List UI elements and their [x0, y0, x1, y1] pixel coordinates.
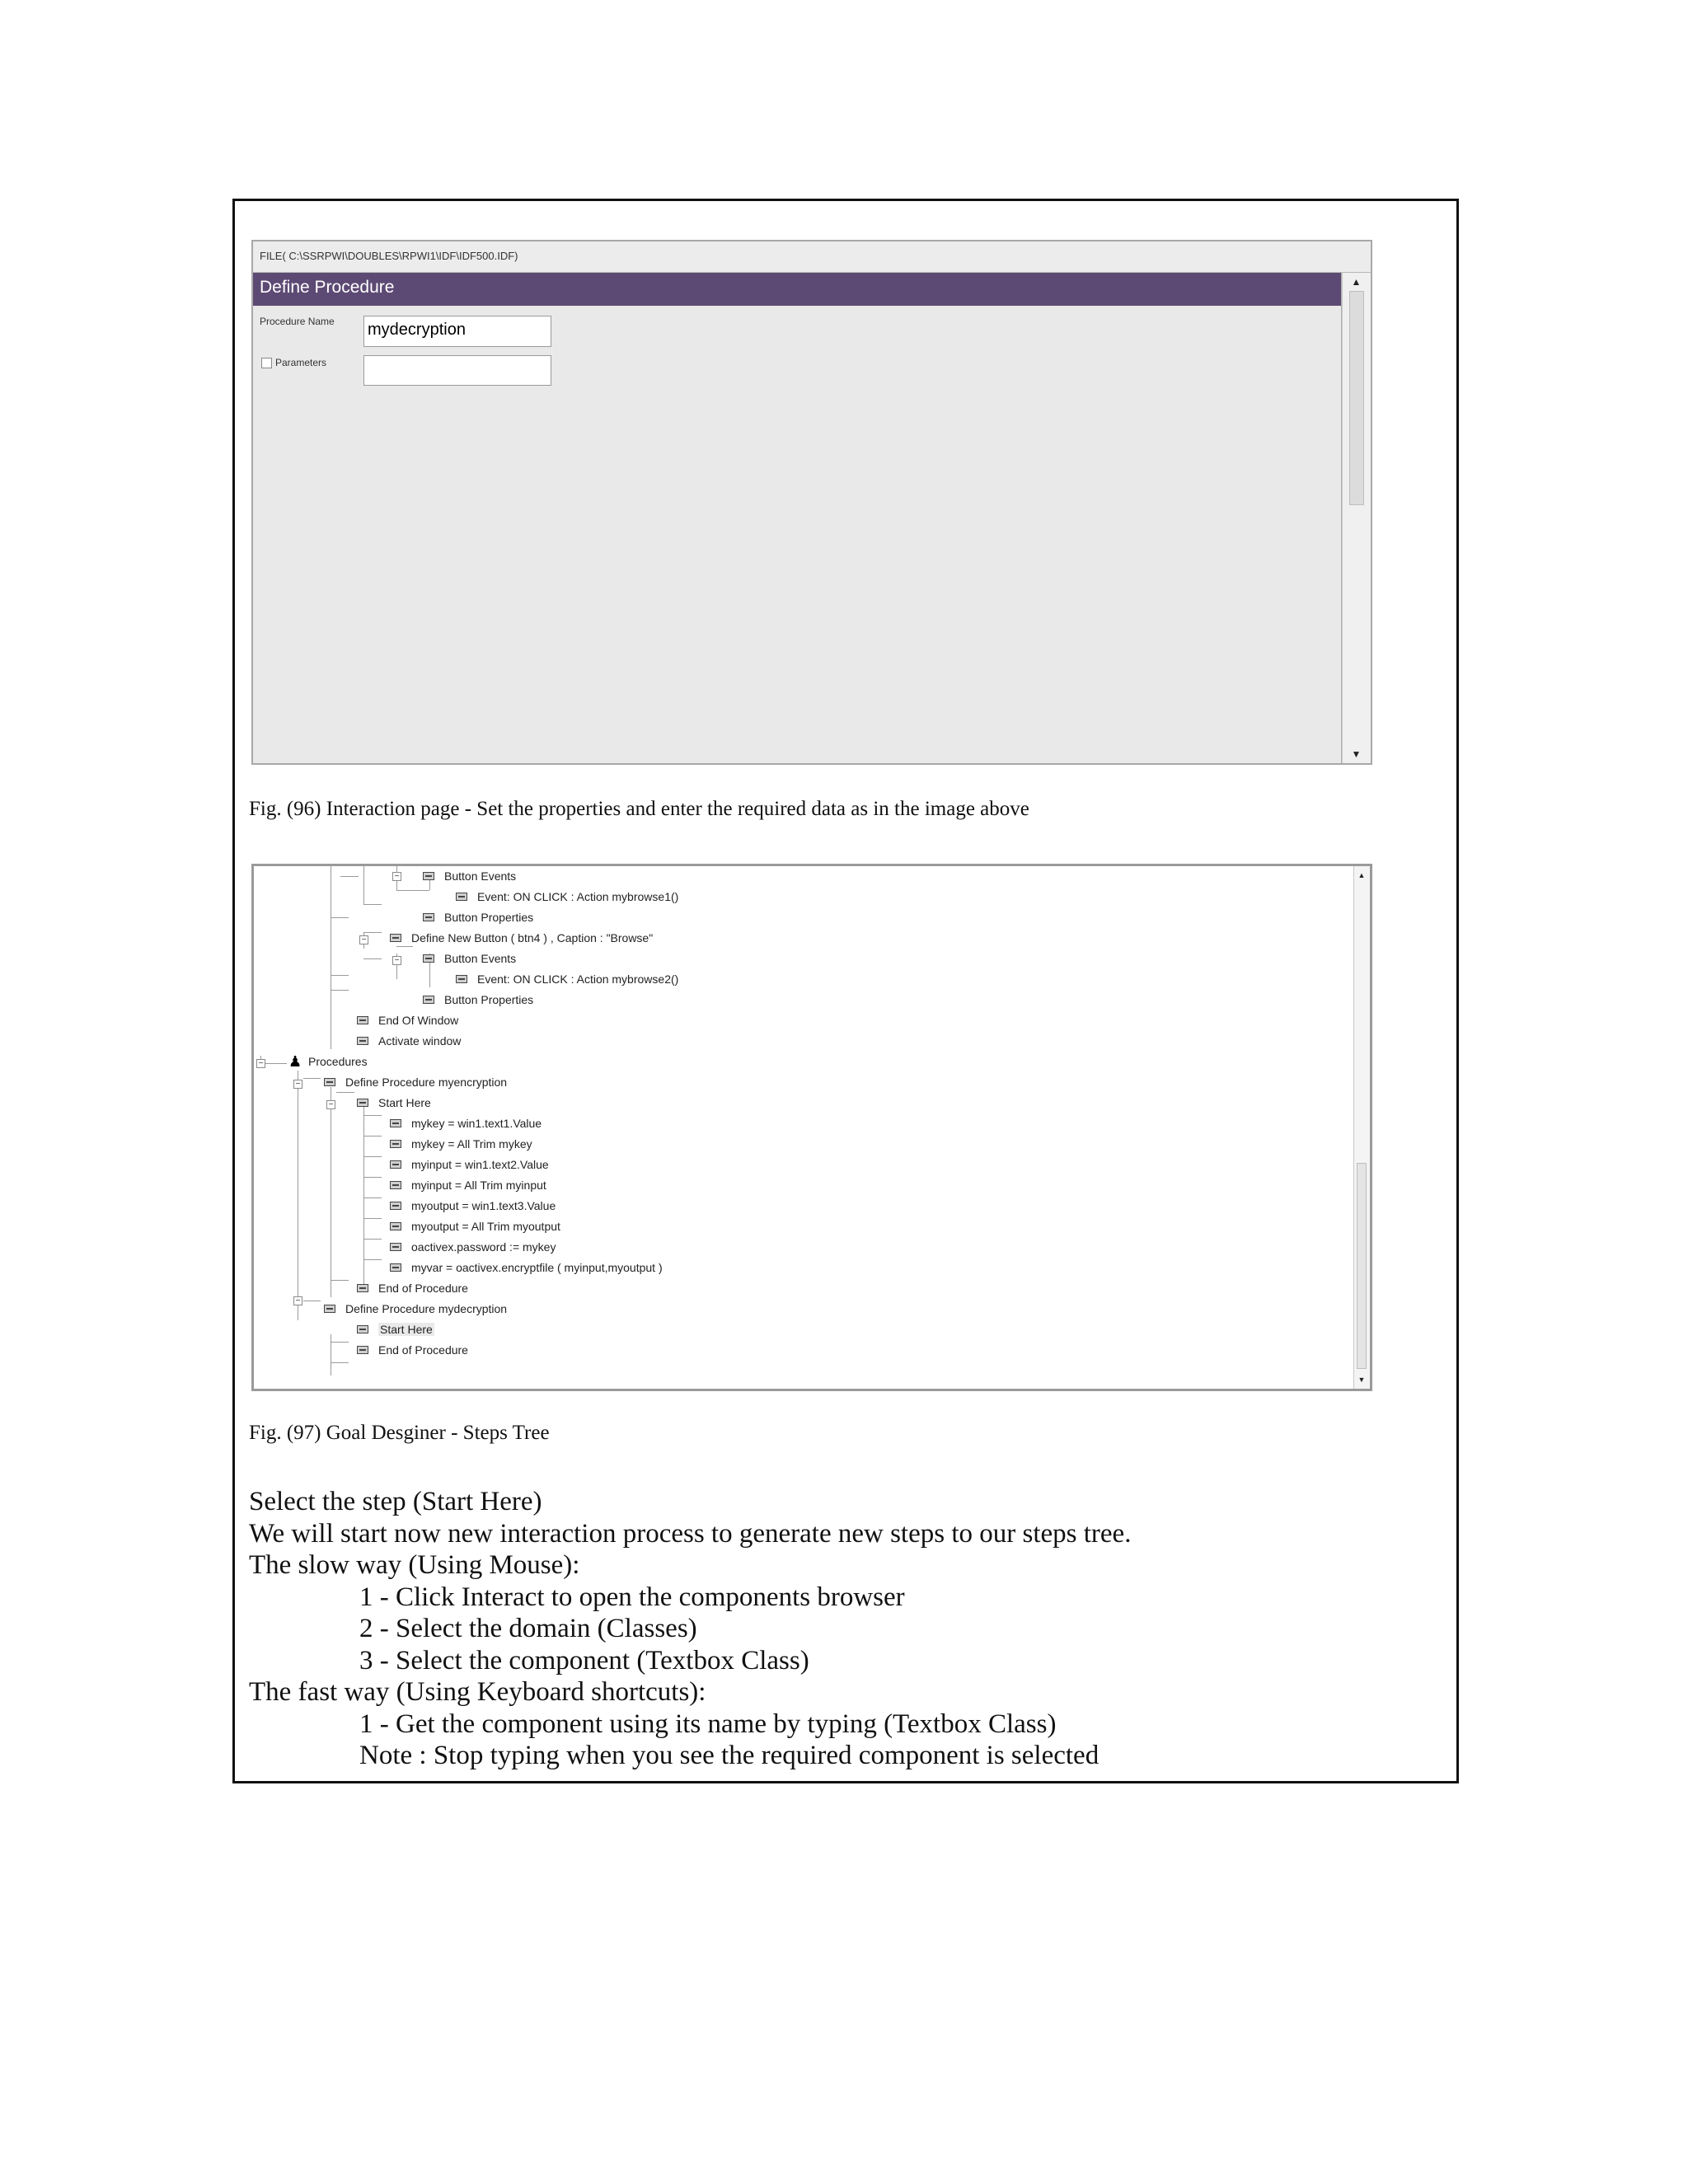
procedure-name-input[interactable]: mydecryption [363, 316, 551, 347]
scroll-down-icon[interactable]: ▼ [1351, 748, 1362, 760]
tree-node[interactable]: myoutput = All Trim myoutput [390, 1218, 560, 1235]
step-icon [390, 934, 401, 942]
tree-node[interactable]: Define New Button ( btn4 ) , Caption : "Browse" [390, 930, 653, 946]
step-icon [423, 913, 434, 921]
collapse-toggle-icon[interactable]: − [326, 1100, 335, 1109]
figure-96-caption: Fig. (96) Interaction page - Set the properties and enter the required data as in the image above [249, 798, 1029, 820]
step-icon [390, 1181, 401, 1189]
tree-node[interactable]: myinput = All Trim myinput [390, 1177, 546, 1193]
define-procedure-window [251, 240, 1372, 765]
tree-node[interactable]: Event: ON CLICK : Action mybrowse1() [456, 888, 678, 905]
tree-node[interactable]: Activate window [357, 1033, 461, 1049]
parameters-input[interactable] [363, 355, 551, 386]
tree-node[interactable]: Button Events [423, 868, 516, 884]
tree-node[interactable]: End of Procedure [357, 1280, 468, 1296]
define-procedure-panel [253, 273, 1342, 763]
instruction-step: 1 - Click Interact to open the components browser [359, 1582, 905, 1612]
step-icon [390, 1222, 401, 1230]
step-icon [423, 996, 434, 1004]
instruction-line: We will start now new interaction process to generate new steps to our steps tree. [249, 1518, 1132, 1549]
collapse-toggle-icon[interactable]: − [293, 1080, 302, 1089]
file-path-bar: FILE( C:\SSRPWI\DOUBLES\RPWI1\IDF\IDF500.IDF) [253, 241, 1371, 273]
step-icon [324, 1305, 335, 1313]
step-icon [357, 1346, 368, 1354]
tree-node[interactable]: oactivex.password := mykey [390, 1239, 556, 1255]
tree-node[interactable]: Event: ON CLICK : Action mybrowse2() [456, 971, 678, 987]
step-icon [390, 1119, 401, 1127]
step-icon [357, 1284, 368, 1292]
step-icon [456, 893, 467, 901]
step-icon [357, 1037, 368, 1045]
procedure-name-label: Procedure Name [260, 316, 335, 327]
tree-node[interactable]: myinput = win1.text2.Value [390, 1156, 549, 1173]
instruction-line: The slow way (Using Mouse): [249, 1550, 580, 1580]
tree-node[interactable]: Define Procedure myencryption [324, 1074, 507, 1090]
panel-title: Define Procedure [253, 273, 1341, 306]
tree-node[interactable]: Button Properties [423, 991, 533, 1008]
step-icon [456, 975, 467, 983]
instruction-line: The fast way (Using Keyboard shortcuts): [249, 1677, 706, 1707]
tree-node[interactable]: mykey = win1.text1.Value [390, 1115, 542, 1132]
scroll-down-icon[interactable]: ▼ [1357, 1376, 1366, 1384]
instruction-step: 3 - Select the component (Textbox Class) [359, 1645, 809, 1675]
collapse-toggle-icon[interactable]: − [359, 935, 368, 944]
vertical-scrollbar[interactable] [1342, 273, 1371, 763]
step-icon [390, 1243, 401, 1251]
step-icon [423, 954, 434, 963]
instruction-step: 2 - Select the domain (Classes) [359, 1614, 697, 1643]
step-icon [390, 1160, 401, 1169]
scroll-up-icon[interactable]: ▲ [1351, 276, 1362, 288]
instructions-text [249, 1486, 1436, 1772]
step-icon [390, 1263, 401, 1272]
collapse-toggle-icon[interactable]: − [256, 1059, 265, 1068]
instruction-line: Select the step (Start Here) [249, 1487, 542, 1516]
scroll-thumb[interactable] [1349, 291, 1364, 505]
tree-node-procedures[interactable]: ♟ Procedures [288, 1053, 368, 1070]
tree-node[interactable]: Button Properties [423, 909, 533, 926]
step-icon [357, 1325, 368, 1333]
step-icon [423, 872, 434, 880]
step-icon [357, 1016, 368, 1024]
vertical-scrollbar[interactable] [1353, 866, 1370, 1389]
steps-tree-window [251, 864, 1372, 1391]
step-icon [390, 1202, 401, 1210]
tree-node[interactable]: End Of Window [357, 1012, 458, 1029]
collapse-toggle-icon[interactable]: − [293, 1296, 302, 1305]
step-icon [357, 1099, 368, 1107]
scroll-thumb[interactable] [1357, 1163, 1367, 1369]
collapse-toggle-icon[interactable]: − [392, 872, 401, 881]
figure-97-caption: Fig. (97) Goal Desginer - Steps Tree [249, 1422, 550, 1444]
parameters-checkbox[interactable] [261, 358, 272, 368]
tree-node-selected[interactable]: Start Here [357, 1321, 434, 1338]
tree-node[interactable]: myoutput = win1.text3.Value [390, 1197, 556, 1214]
instruction-note: Note : Stop typing when you see the required component is selected [359, 1741, 1100, 1770]
parameters-label: Parameters [275, 357, 327, 368]
tree-node[interactable]: Define Procedure mydecryption [324, 1301, 507, 1317]
instruction-step: 1 - Get the component using its name by typing (Textbox Class) [359, 1708, 1057, 1739]
tree-node[interactable]: End of Procedure [357, 1342, 468, 1358]
procedures-icon: ♟ [288, 1053, 302, 1070]
steps-tree [254, 866, 1353, 1389]
step-icon [390, 1140, 401, 1148]
tree-node[interactable]: myvar = oactivex.encryptfile ( myinput,myoutput ) [390, 1259, 663, 1276]
tree-node[interactable]: Button Events [423, 950, 516, 967]
step-icon [324, 1078, 335, 1086]
collapse-toggle-icon[interactable]: − [392, 956, 401, 965]
tree-node[interactable]: mykey = All Trim mykey [390, 1136, 532, 1152]
scroll-up-icon[interactable]: ▲ [1357, 871, 1366, 879]
tree-node[interactable]: Start Here [357, 1094, 431, 1111]
